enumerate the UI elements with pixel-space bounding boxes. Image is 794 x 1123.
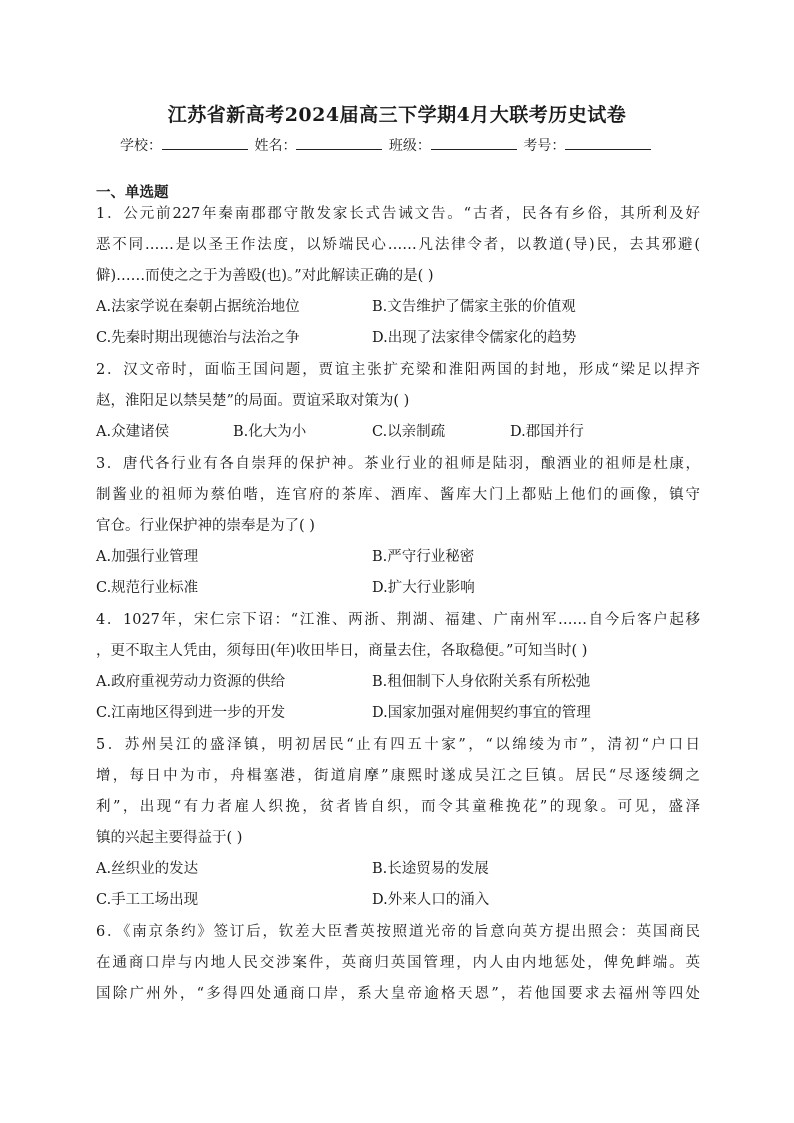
question-4-line-2: ，更不取主人凭由，须每田(年)收田毕日，商量去住，各取稳便。”可知当时( ) [96, 643, 588, 659]
question-3-option-d[interactable]: D.扩大行业影响 [372, 580, 475, 596]
question-6-line-3: 国除广州外，“多得四处通商口岸，系大皇帝逾格天恩”，若他国要求去福州等四处 [96, 986, 700, 1002]
question-2-option-a[interactable]: A.众建诸侯 [96, 424, 170, 440]
question-1-option-d[interactable]: D.出现了法家律令儒家化的趋势 [372, 330, 577, 346]
exam-title: 江苏省新高考2024届高三下学期4月大联考历史试卷 [167, 104, 627, 126]
question-4-option-b[interactable]: B.租佃制下人身依附关系有所松弛 [372, 674, 591, 690]
question-2-line-1: 2．汉文帝时，面临王国问题，贾谊主张扩充梁和淮阳两国的封地，形成“梁足以捍齐 [96, 362, 700, 378]
question-6-line-2: 在通商口岸与内地人民交涉案件，英商归英国管理，内人由内地惩处，俾免衅端。英 [96, 955, 700, 971]
question-5-line-3: 利”，出现“有力者雇人织挽，贫者皆自织，而令其童稚挽花”的现象。可见，盛泽 [96, 799, 700, 815]
exam-no-blank[interactable] [565, 137, 651, 150]
question-5-option-d[interactable]: D.外来人口的涌入 [372, 892, 490, 908]
question-2-option-d[interactable]: D.郡国并行 [510, 424, 584, 440]
question-3-line-3: 官仓。行业保护神的崇奉是为了( ) [96, 518, 315, 534]
question-4-line-1: 4．1027年，宋仁宗下诏：“江淮、两浙、荆湖、福建、广南州军……自今后客户起移 [96, 612, 700, 628]
question-5-line-2: 增，每日中为市，舟楫塞港，街道肩摩”康熙时遂成吴江之巨镇。居民“尽逐绫绸之 [96, 768, 700, 784]
question-2-option-c[interactable]: C.以亲制疏 [372, 424, 446, 440]
question-3-option-c[interactable]: C.规范行业标准 [96, 580, 199, 596]
class-label: 班级： [388, 138, 431, 154]
question-4-option-d[interactable]: D.国家加强对雇佣契约事宜的管理 [372, 705, 591, 721]
question-5-line-1: 5．苏州吴江的盛泽镇，明初居民“止有四五十家”，“以绵绫为市”，清初“户口日 [96, 737, 700, 753]
question-1-line-3: 僻)……而使之之于为善殴(也)。”对此解读正确的是( ) [96, 268, 434, 284]
class-blank[interactable] [431, 137, 517, 150]
question-1-option-c[interactable]: C.先秦时期出现德治与法治之争 [96, 330, 300, 346]
question-3-line-1: 3．唐代各行业有各自崇拜的保护神。茶业行业的祖师是陆羽，酿酒业的祖师是杜康， [96, 456, 700, 472]
question-1-line-2: 恶不同……是以圣王作法度，以矫端民心……凡法律令者，以教道(导)民，去其邪避( [96, 237, 700, 253]
school-blank[interactable] [162, 137, 248, 150]
question-6-line-1: 6．《南京条约》签订后，钦差大臣耆英按照道光帝的旨意向英方提出照会：英国商民 [96, 924, 700, 940]
question-5-line-4: 镇的兴起主要得益于( ) [96, 830, 243, 846]
name-blank[interactable] [296, 137, 382, 150]
question-4-option-c[interactable]: C.江南地区得到进一步的开发 [96, 705, 286, 721]
question-1-option-b[interactable]: B.文告维护了儒家主张的价值观 [372, 299, 576, 315]
exam-no-label: 考号： [523, 138, 566, 154]
question-1-option-a[interactable]: A.法家学说在秦朝占据统治地位 [96, 299, 300, 315]
question-2-option-b[interactable]: B.化大为小 [233, 424, 307, 440]
question-3-line-2: 制酱业的祖师为蔡伯喈，连官府的茶库、酒库、酱库大门上都贴上他们的画像，镇守 [96, 487, 700, 503]
name-label: 姓名： [254, 138, 297, 154]
question-3-option-a[interactable]: A.加强行业管理 [96, 549, 199, 565]
school-label: 学校： [120, 138, 162, 154]
question-1-line-1: 1．公元前227年秦南郡郡守散发家长式告诫文告。“古者，民各有乡俗，其所利及好 [96, 206, 700, 222]
question-5-option-a[interactable]: A.丝织业的发达 [96, 861, 199, 877]
question-5-option-c[interactable]: C.手工工场出现 [96, 892, 199, 908]
question-3-option-b[interactable]: B.严守行业秘密 [372, 549, 475, 565]
student-info-row [120, 135, 680, 155]
question-2-line-2: 赵，淮阳足以禁吴楚”的局面。贾谊采取对策为( ) [96, 393, 410, 409]
question-5-option-b[interactable]: B.长途贸易的发展 [372, 861, 489, 877]
section-title: 一、单选题 [96, 184, 169, 201]
question-4-option-a[interactable]: A.政府重视劳动力资源的供给 [96, 674, 286, 690]
